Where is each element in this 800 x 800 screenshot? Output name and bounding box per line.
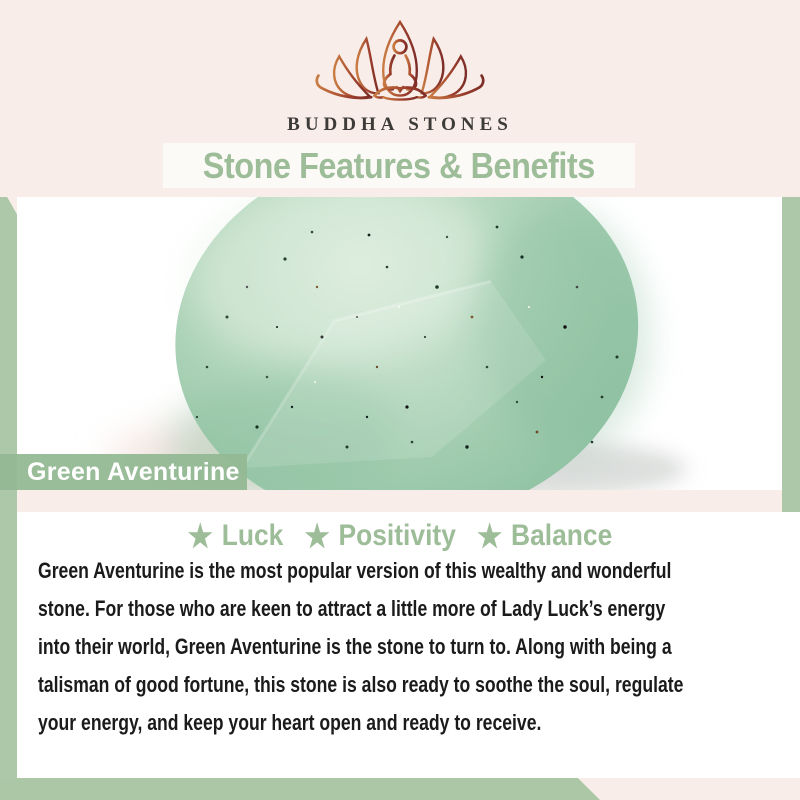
page-title: Stone Features & Benefits (202, 144, 596, 186)
brand-name: BUDDHA STONES (287, 114, 513, 135)
benefit-luck (188, 519, 284, 553)
stone-name-label: Green Aventurine (0, 454, 247, 490)
benefit-label: Positivity (338, 519, 456, 552)
benefit-positivity (304, 519, 455, 553)
description-line: stone. For those who are keen to attract a little more of Lady Luck’s energy (38, 596, 666, 621)
star-icon: ★ (477, 518, 503, 554)
star-icon: ★ (304, 518, 330, 554)
stone-description (38, 552, 758, 742)
bottom-accent-band (0, 778, 600, 800)
title-band (163, 143, 635, 188)
description-line: into their world, Green Aventurine is the stone to turn to. Along with being a (38, 634, 672, 659)
description-line: talisman of good fortune, this stone is also ready to soothe the soul, regulate (38, 672, 684, 697)
star-icon: ★ (187, 518, 213, 554)
description-line: Green Aventurine is the most popular version of this wealthy and wonderful (38, 558, 672, 583)
green-aventurine-stone-image (17, 197, 782, 490)
benefit-balance (477, 519, 612, 553)
description-line: your energy, and keep your heart open and ready to receive. (38, 710, 542, 735)
benefit-label: Balance (511, 519, 613, 552)
lotus-meditation-icon (312, 18, 488, 114)
benefit-label: Luck (221, 519, 284, 552)
benefits-row (48, 516, 752, 556)
stone-image-panel (17, 197, 782, 490)
